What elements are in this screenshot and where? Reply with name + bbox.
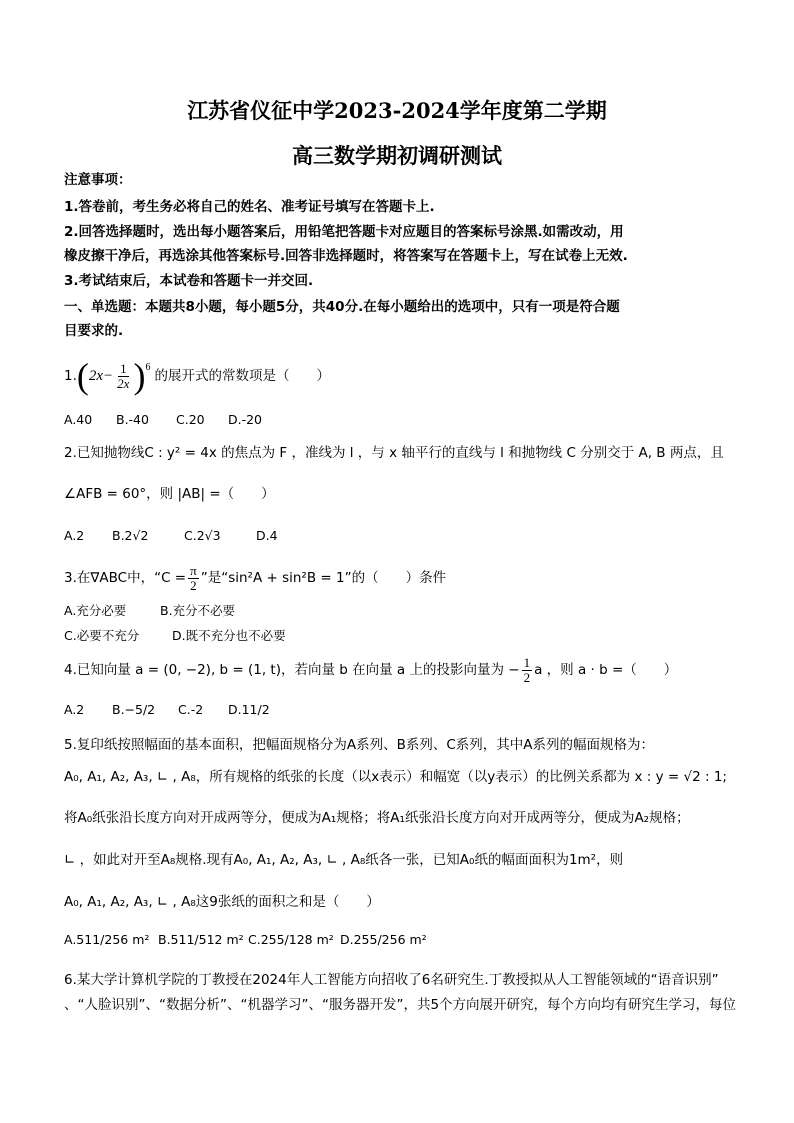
question-3-suffix: ”是“sin²A + sin²B = 1”的（ ）条件: [200, 570, 447, 586]
question-4-prefix: 4.已知向量 a = (0, −2), b = (1, t)，若向量 b 在向量 a 上的投影向量为 −: [64, 662, 520, 678]
question-5-options: [64, 930, 427, 950]
note-2-line1: 2.回答选择题时，选出每小题答案后，用铅笔把答题卡对应题目的答案标号涂黑.如需改动，用: [64, 224, 624, 240]
question-1: [64, 356, 330, 396]
q5-option-b[interactable]: B.511/512 m²: [158, 932, 244, 947]
q4-option-b[interactable]: B.−5/2: [112, 702, 156, 717]
note-1: 1.答卷前，考生务必将自己的姓名、准考证号填写在答题卡上.: [64, 199, 435, 215]
note-3: 3.考试结束后，本试卷和答题卡一并交回.: [64, 273, 314, 289]
q4-option-a[interactable]: A.2: [64, 702, 85, 717]
question-3-options-row1: [64, 601, 235, 621]
q5-option-c[interactable]: C.255/128 m²: [248, 932, 334, 947]
q2-option-a[interactable]: A.2: [64, 528, 85, 543]
question-5-line4: ∟ ，如此对开至A₈规格.现有A₀, A₁, A₂, A₃, ∟ , A₈纸各一张，已知A₀纸的幅面面积为1m²，则: [64, 852, 624, 868]
question-5-line3: 将A₀纸张沿长度方向对开成两等分，便成为A₁规格；将A₁纸张沿长度方向对开成两等分，便成为A₂规格；: [64, 810, 690, 826]
section-heading-line2: 目要求的.: [64, 323, 124, 339]
question-4: [64, 652, 677, 688]
q3-option-c[interactable]: C.必要不充分: [64, 628, 140, 643]
right-paren: ): [133, 356, 146, 396]
section-heading-line1: 一、单选题：本题共8小题，每小题5分，共40分.在每小题给出的选项中，只有一项是符合题: [64, 299, 620, 315]
q3-option-b[interactable]: B.充分不必要: [160, 603, 236, 618]
question-1-text: 的展开式的常数项是（ ）: [154, 368, 330, 384]
q4-option-c[interactable]: C.-2: [178, 702, 204, 717]
q1-option-a[interactable]: A.40: [64, 412, 93, 427]
question-4-fraction: [522, 656, 533, 685]
question-3-options-row2: [64, 626, 286, 646]
fraction-numerator: 1: [120, 360, 127, 376]
question-3-prefix: 3.在∇ABC中，“C =: [64, 570, 187, 586]
q3-option-d[interactable]: D.既不充分也不必要: [172, 628, 286, 643]
question-5-line2: A₀, A₁, A₂, A₃, ∟ , A₈，所有规格的纸张的长度（以x表示）和幅宽（以y表示）的比例关系都为 x : y = √2 : 1;: [64, 769, 727, 785]
question-5-line1: 5.复印纸按照幅面的基本面积，把幅面规格分为A系列、B系列、C系列，其中A系列的幅面规格为：: [64, 737, 655, 753]
q5-option-a[interactable]: A.511/256 m²: [64, 932, 150, 947]
q2-option-c[interactable]: C.2√3: [184, 528, 221, 543]
fraction-denominator: 2: [523, 669, 531, 685]
fraction-denominator: 2: [190, 577, 197, 593]
exam-subtitle: 高三数学期初调研测试: [292, 143, 502, 168]
note-2-line2: 橡皮擦干净后，再选涂其他答案标号.回答非选择题时，将答案写在答题卡上，写在试卷上无效.: [64, 248, 628, 264]
question-6-line2: 、“人脸识别”、“数据分析”、“机器学习”、“服务器开发”，共5个方向展开研究，每个方向均有研究生学习，每位: [64, 997, 737, 1013]
q5-option-d[interactable]: D.255/256 m²: [340, 932, 427, 947]
question-2-line1: 2.已知抛物线C : y² = 4x 的焦点为 F ，准线为 l ，与 x 轴平行的直线与 l 和抛物线 C 分别交于 A, B 两点，且: [64, 445, 724, 461]
question-1-expr: 2x−: [88, 368, 114, 384]
fraction-numerator: 1: [523, 654, 531, 670]
question-1-number: 1.: [64, 368, 77, 384]
question-1-fraction: [115, 362, 131, 391]
q1-option-c[interactable]: C.20: [176, 412, 205, 427]
question-2-options: [64, 526, 278, 546]
fraction-numerator: π: [190, 562, 197, 578]
q1-option-b[interactable]: B.-40: [116, 412, 149, 427]
question-1-power: 6: [145, 362, 151, 373]
question-4-options: [64, 700, 270, 720]
question-5-line5: A₀, A₁, A₂, A₃, ∟ , A₈这9张纸的面积之和是（ ）: [64, 894, 380, 910]
q4-option-d[interactable]: D.11/2: [228, 702, 270, 717]
question-6-line1: 6.某大学计算机学院的丁教授在2024年人工智能方向招收了6名研究生.丁教授拟从人工智能领域的“语音识别”: [64, 972, 719, 988]
notes-heading: 注意事项：: [64, 172, 132, 188]
question-1-options: [64, 410, 262, 430]
q2-option-b[interactable]: B.2√2: [112, 528, 149, 543]
left-paren: (: [76, 356, 89, 396]
q3-option-a[interactable]: A.充分必要: [64, 603, 127, 618]
question-2-line2: ∠AFB = 60°，则 |AB| =（ ）: [64, 486, 275, 502]
question-3-fraction: [188, 564, 199, 593]
question-3: [64, 560, 446, 596]
exam-title: 江苏省仪征中学2023-2024学年度第二学期: [187, 98, 607, 123]
q1-option-d[interactable]: D.-20: [228, 412, 263, 427]
fraction-denominator: 2x: [117, 375, 130, 391]
q2-option-d[interactable]: D.4: [256, 528, 278, 543]
question-4-suffix: a ，则 a · b =（ ）: [534, 662, 678, 678]
